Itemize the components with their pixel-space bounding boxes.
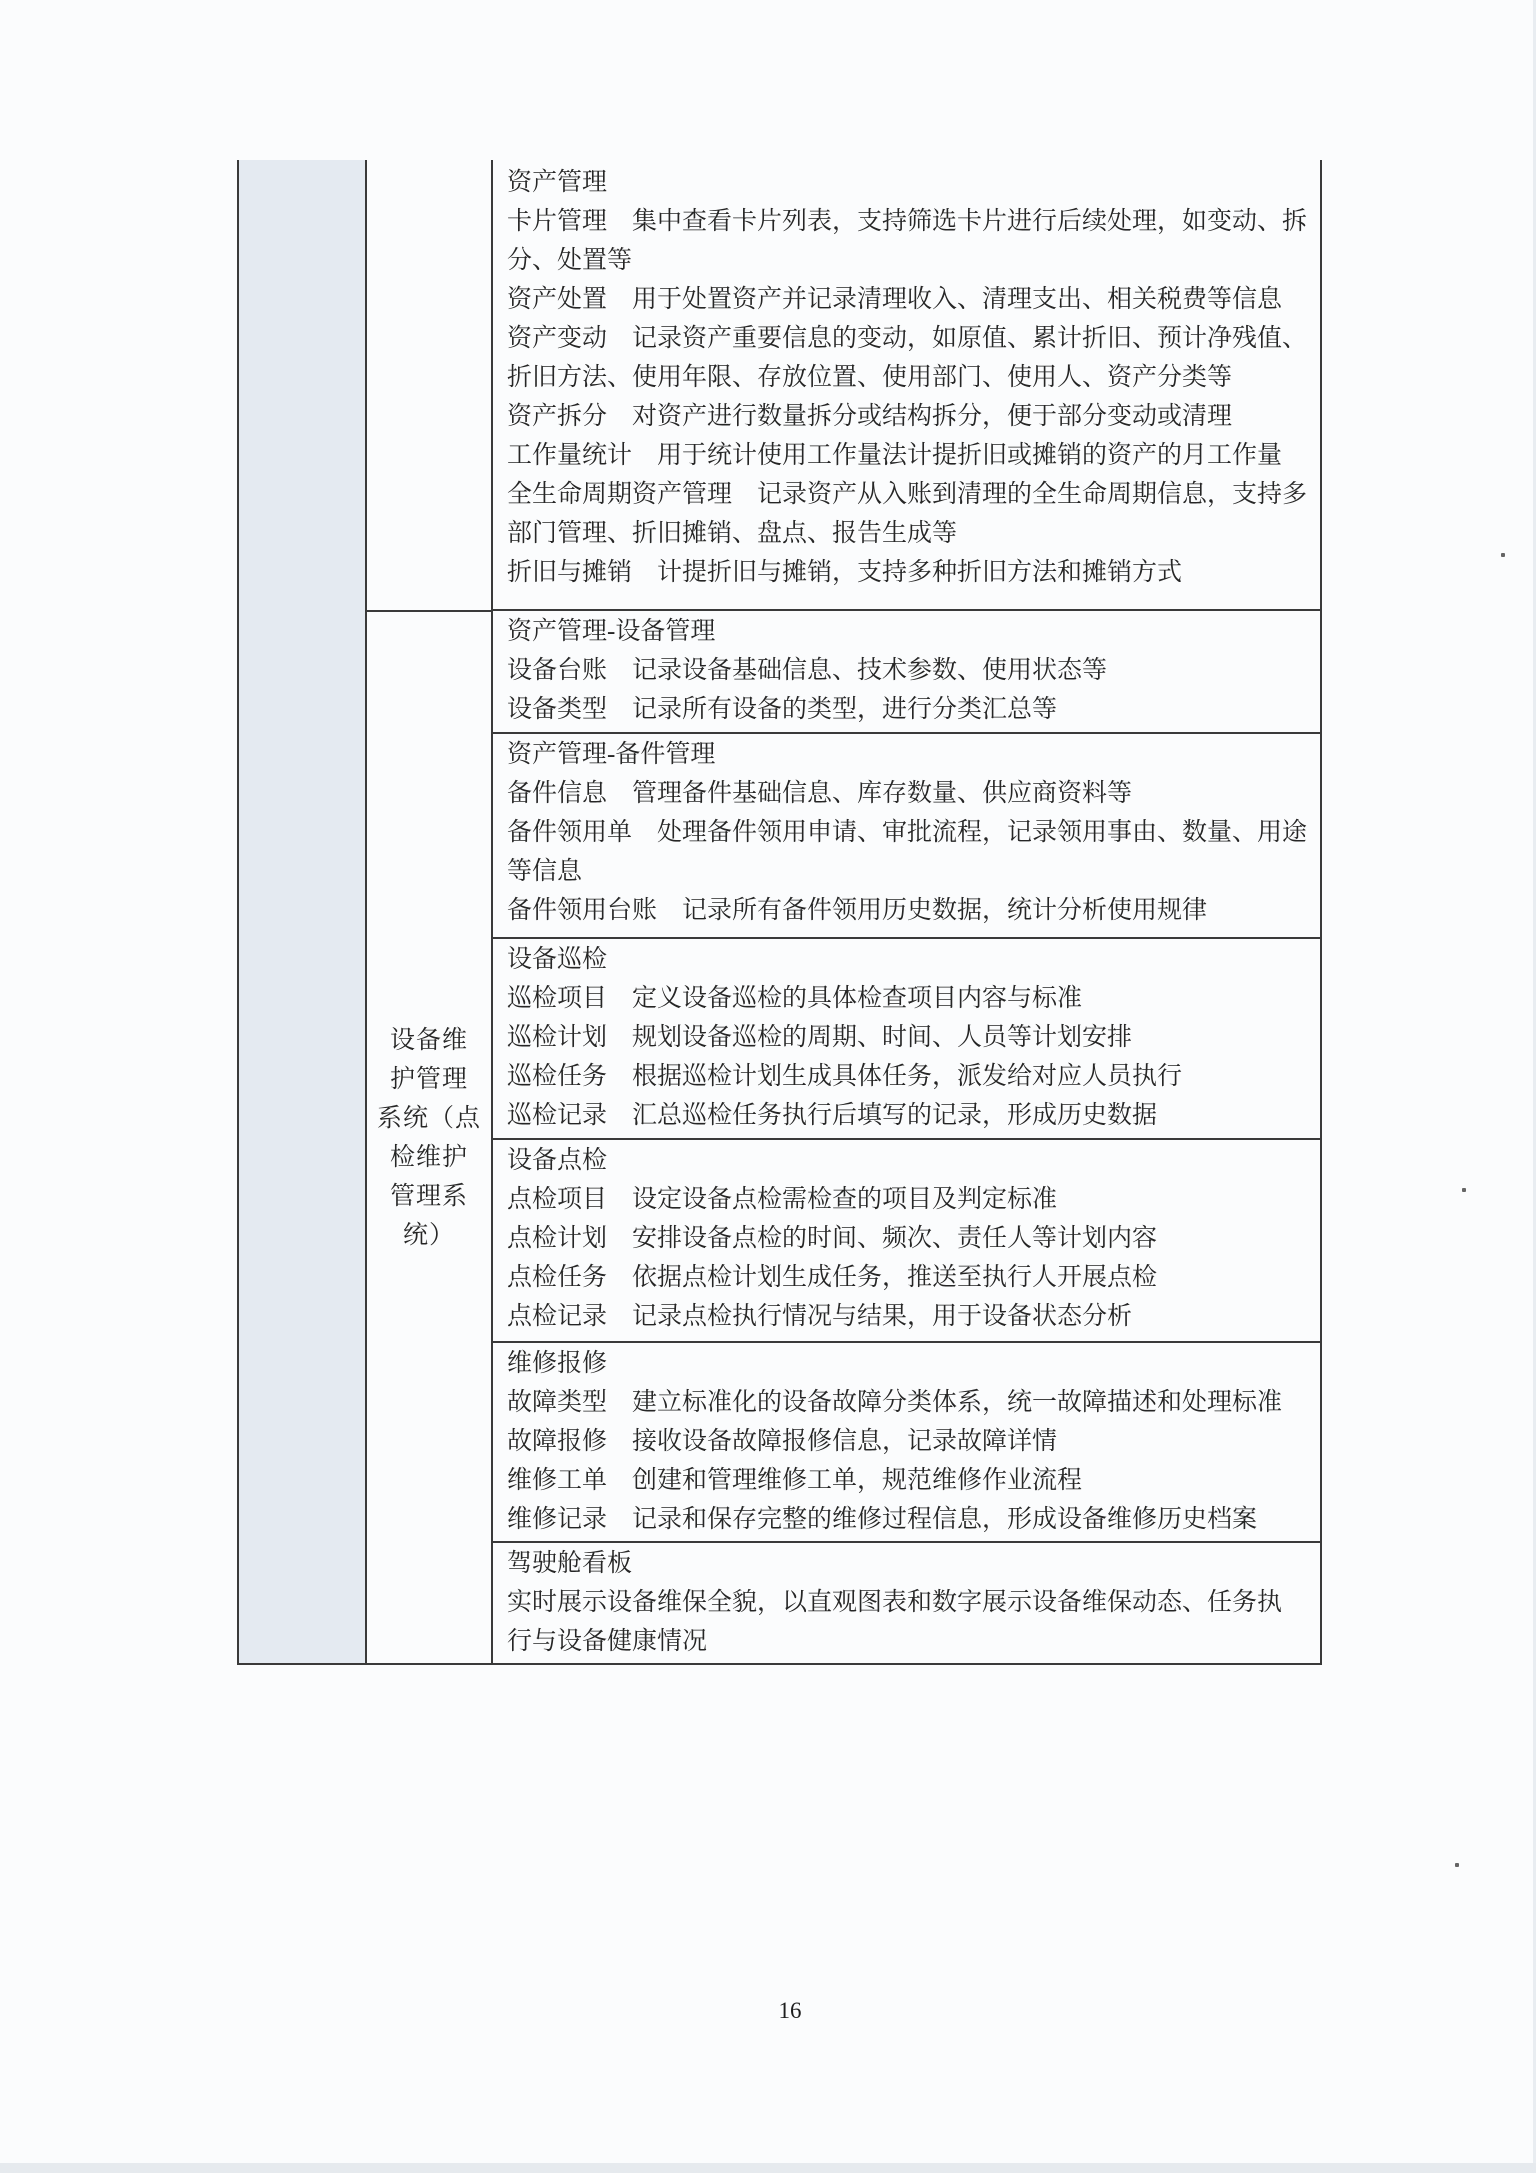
table-text-line: 设备台账 记录设备基础信息、技术参数、使用状态等 [507, 657, 1108, 685]
table-text-line: 备件领用台账 记录所有备件领用历史数据，统计分析使用规律 [507, 897, 1208, 925]
feature-table [237, 160, 1322, 1665]
table-text-line: 点检项目 设定设备点检需检查的项目及判定标准 [507, 1185, 1058, 1213]
table-text-line: 资产管理 [507, 169, 608, 196]
table-text-line: 故障类型 建立标准化的设备故障分类体系，统一故障描述和处理标准 [507, 1389, 1283, 1417]
table-text-line: 巡检任务 根据巡检计划生成具体任务，派发给对应人员执行 [507, 1062, 1183, 1090]
table-text-line: 资产处置 用于处置资产并记录清理收入、清理支出、相关税费等信息 [507, 286, 1283, 313]
system-label-line: 设备维 [389, 1026, 468, 1054]
table-text-line: 卡片管理 集中查看卡片列表，支持筛选卡片进行后续处理，如变动、拆 [507, 208, 1308, 235]
table-text-line: 维修报修 [507, 1350, 608, 1378]
table-text-line: 备件信息 管理备件基础信息、库存数量、供应商资料等 [507, 780, 1133, 808]
table-text-line: 点检任务 依据点检计划生成任务，推送至执行人开展点检 [507, 1263, 1158, 1291]
system-cell-equipment-maintenance [367, 610, 491, 1663]
table-text-line: 工作量统计 用于统计使用工作量法计提折旧或摊销的资产的月工作量 [507, 442, 1283, 469]
scan-speck [1462, 1188, 1466, 1192]
table-col-system [367, 160, 493, 1663]
table-text-line: 设备巡检 [507, 945, 608, 973]
table-text-line: 分、处置等 [507, 247, 633, 274]
table-text-line: 备件领用单 处理备件领用申请、审批流程，记录领用事由、数量、用途 [507, 819, 1308, 847]
section-asset-management [493, 160, 1320, 609]
system-label-line: 管理系 [389, 1182, 468, 1210]
table-text-line: 设备类型 记录所有设备的类型，进行分类汇总等 [507, 696, 1058, 724]
table-text-line: 全生命周期资产管理 记录资产从入账到清理的全生命周期信息，支持多 [507, 481, 1308, 508]
table-text-line: 资产变动 记录资产重要信息的变动，如原值、累计折旧、预计净残值、 [507, 325, 1308, 352]
system-label-line: 护管理 [389, 1065, 468, 1093]
table-text-line: 实时展示设备维保全貌，以直观图表和数字展示设备维保动态、任务执 [507, 1589, 1283, 1617]
scan-speck [1455, 1863, 1459, 1867]
section-equipment-inspection [493, 937, 1320, 1138]
table-text-line: 资产管理-设备管理 [507, 618, 716, 646]
table-text-line: 故障报修 接收设备故障报修信息，记录故障详情 [507, 1428, 1058, 1456]
table-text-line: 巡检计划 规划设备巡检的周期、时间、人员等计划安排 [507, 1023, 1133, 1051]
table-col-category-cell [239, 160, 367, 1663]
table-text-line: 维修记录 记录和保存完整的维修过程信息，形成设备维修历史档案 [507, 1506, 1258, 1534]
system-label-line: 统） [402, 1221, 455, 1249]
section-asset-equipment-management [493, 609, 1320, 732]
table-text-line: 点检记录 记录点检执行情况与结果，用于设备状态分析 [507, 1302, 1133, 1330]
scan-edge-bottom [0, 2163, 1536, 2173]
page-number: 16 [778, 1998, 802, 2023]
table-text-line: 驾驶舱看板 [507, 1550, 633, 1578]
table-text-line: 折旧方法、使用年限、存放位置、使用部门、使用人、资产分类等 [507, 364, 1233, 391]
table-text-line: 行与设备健康情况 [507, 1628, 708, 1656]
table-text-line: 巡检记录 汇总巡检任务执行后填写的记录，形成历史数据 [507, 1101, 1158, 1129]
table-text-line: 资产管理-备件管理 [507, 741, 716, 769]
section-dashboard [493, 1541, 1320, 1663]
table-text-line: 等信息 [507, 858, 583, 886]
scan-speck [1501, 553, 1505, 557]
table-text-line: 点检计划 安排设备点检的时间、频次、责任人等计划内容 [507, 1224, 1158, 1252]
system-cell-empty [367, 160, 491, 610]
table-text-line: 设备点检 [507, 1146, 608, 1174]
table-text-line: 资产拆分 对资产进行数量拆分或结构拆分，便于部分变动或清理 [507, 403, 1233, 430]
section-asset-spareparts-management [493, 732, 1320, 937]
table-text-line: 维修工单 创建和管理维修工单，规范维修作业流程 [507, 1467, 1083, 1495]
table-text-line: 部门管理、折旧摊销、盘点、报告生成等 [507, 520, 958, 547]
section-repair-report [493, 1341, 1320, 1541]
table-text-line: 巡检项目 定义设备巡检的具体检查项目内容与标准 [507, 984, 1083, 1012]
section-spot-check [493, 1138, 1320, 1342]
system-label-line: 系统（点 [376, 1104, 481, 1132]
system-label-line: 检维护 [389, 1143, 468, 1171]
table-text-line: 折旧与摊销 计提折旧与摊销，支持多种折旧方法和摊销方式 [507, 559, 1183, 586]
table-col-content [493, 160, 1320, 1663]
